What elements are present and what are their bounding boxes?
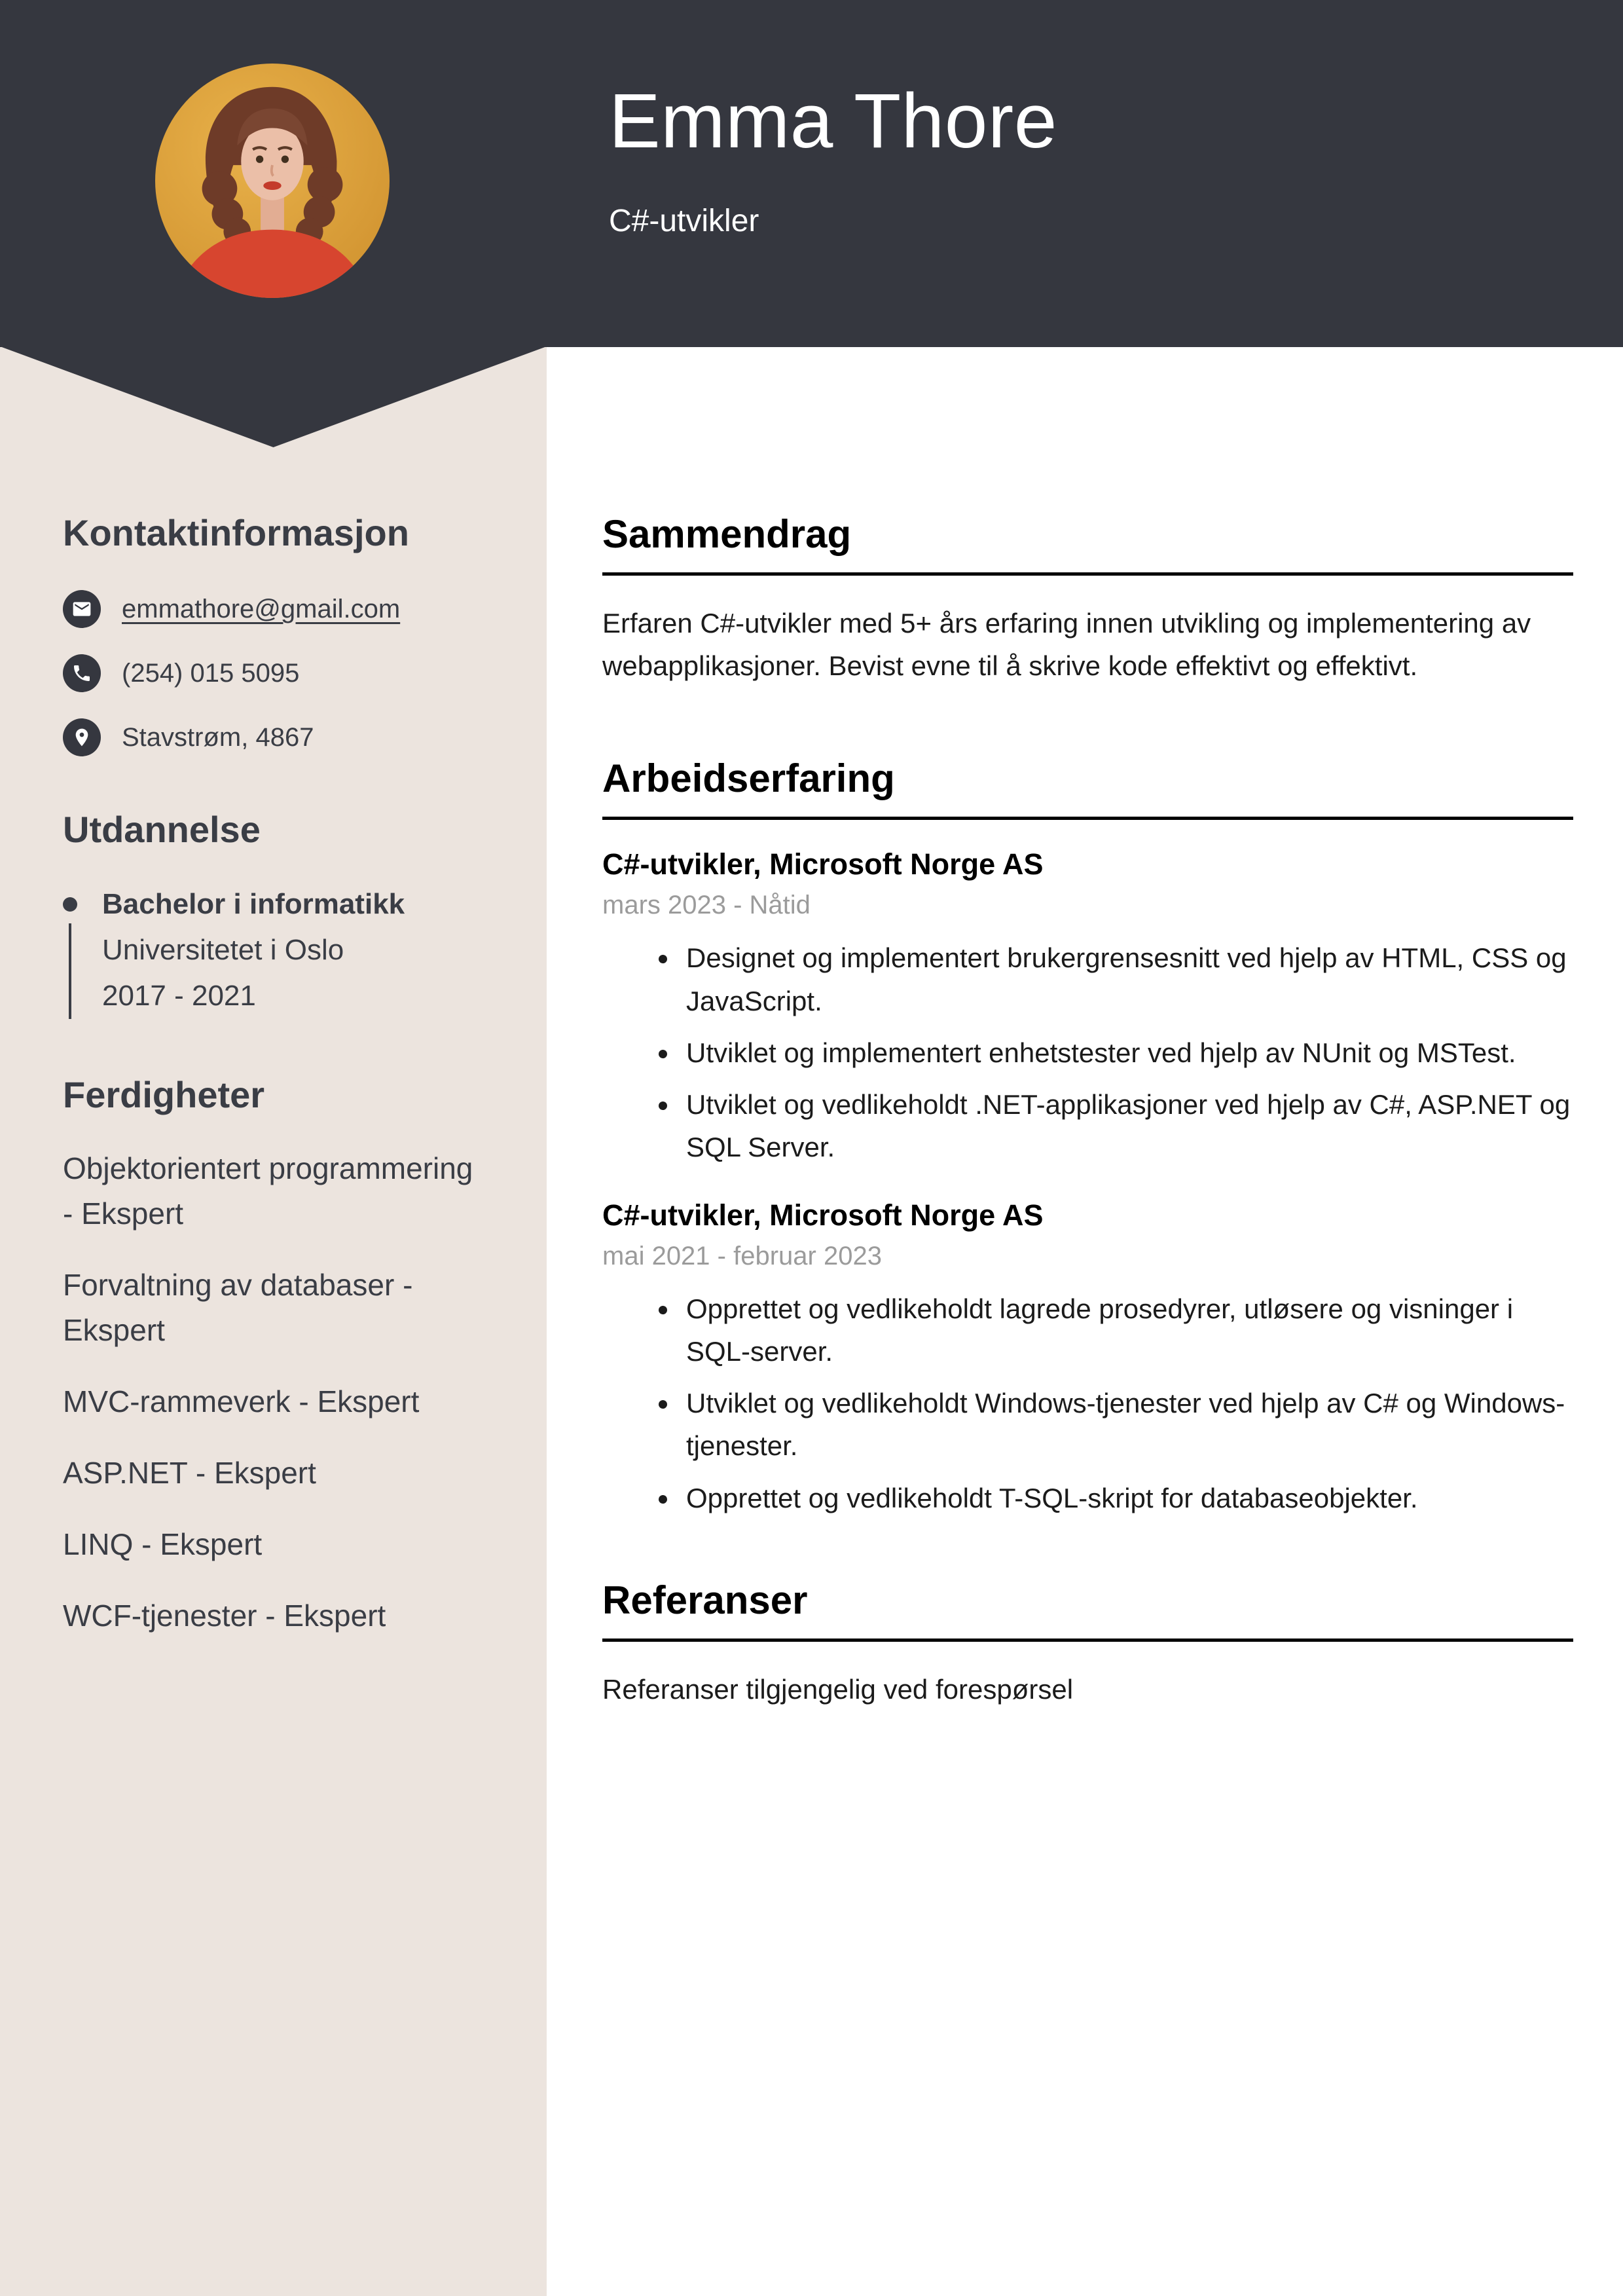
job-bullet: • Utviklet og implementert enhetstester ved hjelp av NUnit og MSTest. [680,1031,1573,1074]
email-icon [63,590,101,628]
skill-item: MVC-rammeverk - Ekspert [63,1384,420,1418]
references-section [602,1577,1573,1711]
phone-number: (254) 015 5095 [122,659,300,688]
main-content [602,511,1573,1711]
contact-row-phone [63,654,487,692]
email-link[interactable]: emmathore@gmail.com [122,595,401,624]
location-text: Stavstrøm, 4867 [122,723,314,752]
skill-item: LINQ - Ekspert [63,1527,263,1561]
education-degree: Bachelor i informatikk [102,888,405,921]
job-period: mars 2023 - Nåtid [602,891,811,920]
job-entry [602,846,1573,1168]
person-title: C#-utvikler [609,203,759,238]
education-entry [63,881,487,1019]
sidebar-content [63,511,487,1665]
references-text: Referanser tilgjengelig ved forespørsel [602,1673,1074,1705]
skill-item: ASP.NET - Ekspert [63,1455,316,1490]
summary-heading: Sammendrag [602,511,1573,576]
job-bullet: • Utviklet og vedlikeholdt Windows-tjenester ved hjelp av C# og Windows-tjenester. [680,1382,1573,1467]
profile-photo-illustration [155,64,390,298]
profile-photo [155,64,390,298]
skill-item: Objektorientert programmering - Ekspert [63,1151,473,1231]
references-heading: Referanser [602,1577,1573,1642]
skill-item: Forvaltning av databaser - Ekspert [63,1267,413,1347]
person-name: Emma Thore [609,78,1057,164]
timeline-dot-icon [63,897,77,912]
experience-section [602,755,1573,1519]
job-bullet: • Opprettet og vedlikeholdt lagrede prosedyrer, utløsere og visninger i SQL-server. [680,1287,1573,1373]
contact-heading: Kontaktinformasjon [63,512,409,553]
job-bullet: • Utviklet og vedlikeholdt .NET-applikasjoner ved hjelp av C#, ASP.NET og SQL Server. [680,1083,1573,1168]
phone-icon [63,654,101,692]
summary-section [602,511,1573,687]
job-bullet: • Opprettet og vedlikeholdt T-SQL-skript for databaseobjekter. [680,1477,1573,1519]
education-heading: Utdannelse [63,809,261,851]
skills-heading: Ferdigheter [63,1074,265,1116]
job-bullet-list [602,936,1573,1168]
timeline-line [69,923,71,1019]
job-bullet: • Designet og implementert brukergrensesnitt ved hjelp av HTML, CSS og JavaScript. [680,936,1573,1022]
experience-heading: Arbeidserfaring [602,755,1573,820]
header-text-block [609,77,1057,239]
summary-text: Erfaren C#-utvikler med 5+ års erfaring innen utvikling og implementering av webapplikasjoner. Bevist evne til å skrive kode effektivt og effektivt. [602,608,1531,682]
skills-list [63,1146,487,1639]
job-period: mai 2021 - februar 2023 [602,1242,882,1271]
job-bullet-list [602,1287,1573,1519]
education-years: 2017 - 2021 [102,980,256,1012]
contact-row-email [63,590,487,628]
job-entry [602,1197,1573,1519]
skill-item: WCF-tjenester - Ekspert [63,1598,386,1633]
job-title: C#-utvikler, Microsoft Norge AS [602,1198,1044,1232]
job-title: C#-utvikler, Microsoft Norge AS [602,847,1044,881]
location-icon [63,718,101,756]
contact-row-location [63,718,487,756]
education-school: Universitetet i Oslo [102,934,344,967]
